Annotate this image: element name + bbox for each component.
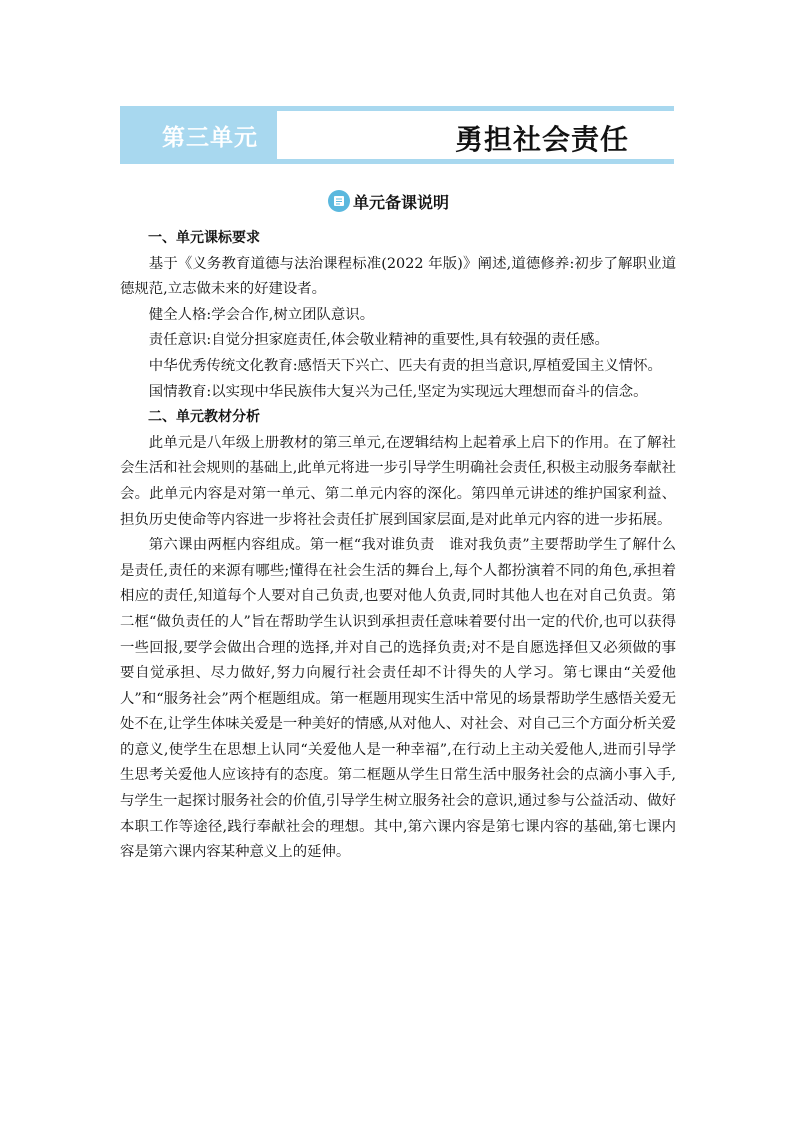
section-heading (328, 188, 449, 214)
paragraph: 健全人格:学会合作,树立团队意识。 (148, 306, 375, 323)
unit-title: 勇担社会责任 (455, 123, 630, 156)
header-bottom-rule (277, 159, 674, 164)
unit-tab (120, 106, 277, 164)
heading-curriculum-requirements: 一、单元课标要求 (148, 230, 260, 246)
header-top-rule (277, 106, 674, 111)
book-icon (328, 190, 350, 212)
heading-textbook-analysis: 二、单元教材分析 (148, 409, 260, 426)
paragraph: 基于《义务教育道德与法治课程标准(2022 年版)》阐述,道德修养:初步了解职业道德规范,立志做未来的好建设者。 (120, 255, 676, 298)
paragraph: 第六课由两框内容组成。第一框“我对谁负责 谁对我负责”主要帮助学生了解什么是责任,责任的来源有哪些;懂得在社会生活的舞台上,每个人都扮演着不同的角色,承担着相应的责任,知道每个人要对自己负责,也要对他人负责,同时其他人也在对自己负责。第二框“做负责任的人”旨在帮助学生认识到承担责任意味着要付出一定的代价,也可以获得一些回报,要学会做出合理的选择,并对自己的选择负责;对不是自愿选择但又必须做的事要自觉承担、尽力做好,努力向履行社会责任却不计得失的人学习。第七课由“关爱他人”和“服务社会”两个框题组成。第一框题用现实生活中常见的场景帮助学生感悟关爱无处不在,让学生体味关爱是一种美好的情感,从对他人、对社会、对自己三个方面分析关爱的意义,使学生在思想上认同“关爱他人是一种幸福”,在行动上主动关爱他人,进而引导学生思考关爱他人应该持有的态度。第二框题从学生日常生活中服务社会的点滴小事入手,与学生一起探讨服务社会的价值,引导学生树立服务社会的意识,通过参与公益活动、做好本职工作等途径,践行奉献社会的理想。其中,第六课内容是第七课内容的基础,第七课内容是第六课内容某种意义上的延伸。 (120, 537, 676, 861)
paragraph: 国情教育:以实现中华民族伟大复兴为己任,坚定为实现远大理想而奋斗的信念。 (148, 383, 648, 400)
paragraph: 此单元是八年级上册教材的第三单元,在逻辑结构上起着承上启下的作用。在了解社会生活和社会规则的基础上,此单元将进一步引导学生明确社会责任,积极主动服务奉献社会。此单元内容是对第一单元、第二单元内容的深化。第四单元讲述的维护国家利益、担负历史使命等内容进一步将社会责任扩展到国家层面,是对此单元内容的进一步拓展。 (120, 434, 676, 528)
paragraph: 责任意识:自觉分担家庭责任,体会敬业精神的重要性,具有较强的责任感。 (148, 332, 609, 349)
unit-header (120, 106, 674, 164)
unit-label: 第三单元 (162, 125, 258, 151)
paragraph: 中华优秀传统文化教育:感悟天下兴亡、匹夫有责的担当意识,厚植爱国主义情怀。 (148, 357, 662, 374)
main-content (120, 226, 676, 866)
section-title: 单元备课说明 (353, 192, 450, 212)
